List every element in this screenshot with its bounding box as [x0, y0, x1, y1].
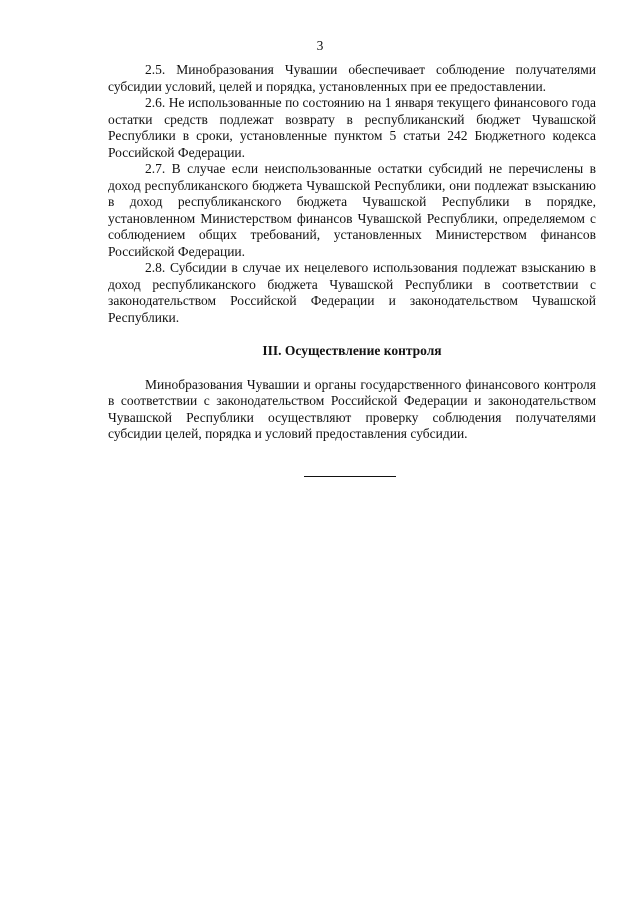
- paragraph-2-6: 2.6. Не использованные по состоянию на 1 января текущего финансового года остатки средств подлежат возврату в республиканский бюджет Чувашской Республики в сроки, установленные пунктом 5 статьи 242 Бюджетного кодекса Российской Федерации.: [108, 95, 596, 160]
- paragraph-2-8: 2.8. Субсидии в случае их нецелевого использования подлежат взысканию в доход республиканского бюджета Чувашской Республики в соответствии с законодательством Российской Федерации и законодательством Чувашской Республики.: [108, 260, 596, 325]
- page-number: 3: [316, 38, 324, 53]
- section-3-title: III. Осуществление контроля: [262, 343, 442, 358]
- paragraph-2-5: 2.5. Минобразования Чувашии обеспечивает соблюдение получателями субсидии условий, целей и порядка, установленных при ее предоставлении.: [108, 62, 596, 94]
- paragraph-2-7: 2.7. В случае если неиспользованные остатки субсидий не перечислены в доход республиканского бюджета Чувашской Республики, они подлежат взысканию в доход республиканского бюджета Чувашской Республики в порядке, установленном Министерством финансов Чувашской Республики, определяемом с соблюдением общих требований, установленных Министерством финансов Российской Федерации.: [108, 161, 596, 259]
- end-of-document-rule: [304, 476, 396, 477]
- document-body: [108, 62, 596, 443]
- paragraph-section-3: Минобразования Чувашии и органы государственного финансового контроля в соответствии с законодательством Российской Федерации и законодательством Чувашской Республики осуществляют проверку соблюдения получателями субсидии целей, порядка и условий предоставления субсидии.: [108, 376, 596, 441]
